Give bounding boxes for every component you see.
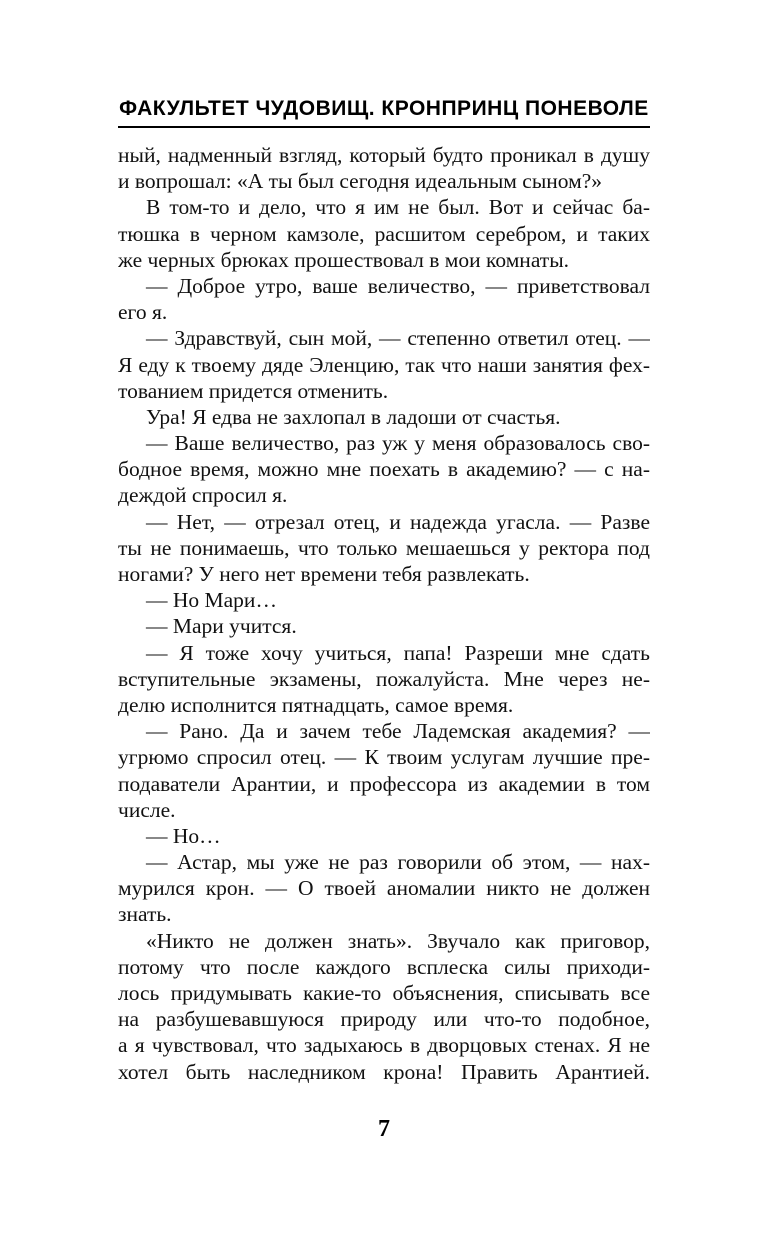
text-line: В том-то и дело, что я им не был. Вот и сейчас ба- xyxy=(146,195,650,220)
text-line: лось придумывать какие-то объяснения, списывать все xyxy=(118,981,650,1005)
page-number: 7 xyxy=(378,1116,390,1142)
text-line: вступительные экзамены, пожалуйста. Мне через не- xyxy=(118,666,650,691)
body-text xyxy=(118,142,650,1085)
text-line: мурился крон. — О твоей аномалии никто не должен xyxy=(118,876,650,901)
text-line: а я чувствовал, что задыхаюсь в дворцовых стенах. Я не xyxy=(118,1033,650,1058)
text-line: Ура! Я едва не захлопал в ладоши от счастья. xyxy=(146,404,561,429)
running-title: ФАКУЛЬТЕТ ЧУДОВИЩ. КРОНПРИНЦ ПОНЕВОЛЕ xyxy=(118,96,650,128)
text-line: — Но… xyxy=(146,823,221,848)
text-line: Я еду к твоему дяде Эленцию, так что наши занятия фех- xyxy=(118,352,650,377)
text-line: — Здравствуй, сын мой, — степенно ответил отец. — xyxy=(146,326,650,351)
text-line: ты не понимаешь, что только мешаешься у ректора под xyxy=(118,535,650,560)
text-line: подаватели Арантии, и профессора из академии в том xyxy=(118,771,650,796)
text-line: бодное время, можно мне поехать в академию? — с на- xyxy=(118,457,650,482)
text-line: тюшка в черном камзоле, расшитом серебром, и таких xyxy=(118,221,650,246)
text-line: — Я тоже хочу учиться, папа! Разреши мне сдать xyxy=(146,640,650,665)
text-line: знать. xyxy=(118,902,172,927)
text-line: ногами? У него нет времени тебя развлекать. xyxy=(118,562,530,586)
text-line: — Мари учится. xyxy=(146,614,297,639)
text-line: тованием придется отменить. xyxy=(118,378,389,403)
text-line: деждой спросил я. xyxy=(118,483,288,508)
text-line: — Нет, — отрезал отец, и надежда угасла. — Разве xyxy=(146,509,650,534)
text-line: — Рано. Да и зачем тебе Ладемская академия? — xyxy=(146,719,650,744)
text-line: на разбушевавшуюся природу или что-то подобное, xyxy=(118,1007,650,1032)
text-line: «Никто не должен знать». Звучало как приговор, xyxy=(146,928,650,953)
text-line: — Ваше величество, раз уж у меня образовалось сво- xyxy=(146,431,650,456)
text-line: его я. xyxy=(118,300,168,325)
text-line: и вопрошал: «А ты был сегодня идеальным сыном?» xyxy=(118,169,603,194)
text-line: же черных брюках прошествовал в мои комнаты. xyxy=(118,247,570,272)
text-line: угрюмо спросил отец. — К твоим услугам лучшие пре- xyxy=(118,745,650,770)
text-line: потому что после каждого всплеска силы приходи- xyxy=(118,954,650,979)
text-line: хотел быть наследником крона! Править Арантией. xyxy=(118,1059,650,1084)
text-line: — Но Мари… xyxy=(146,588,277,613)
text-line: — Доброе утро, ваше величество, — приветствовал xyxy=(146,273,650,298)
text-line: — Астар, мы уже не раз говорили об этом, — нах- xyxy=(146,850,650,875)
text-line: числе. xyxy=(118,797,176,822)
text-line: делю исполнится пятнадцать, самое время. xyxy=(118,692,514,717)
text-line: ный, надменный взгляд, который будто проникал в душу xyxy=(118,143,650,167)
